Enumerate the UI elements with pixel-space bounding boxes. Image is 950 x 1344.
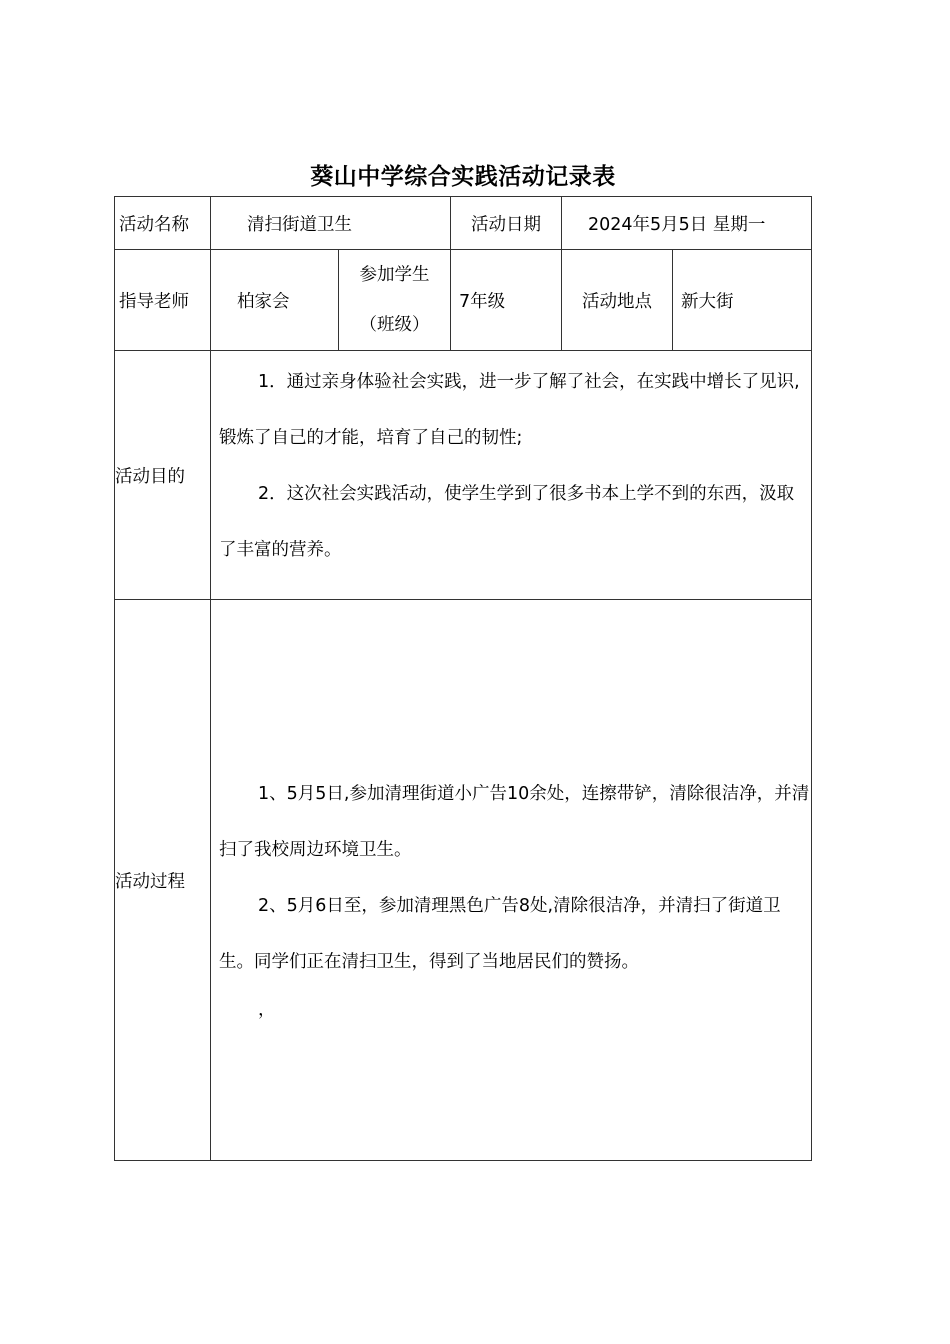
table-row xyxy=(115,250,812,351)
teacher-value: 柏家会 xyxy=(211,250,339,351)
purpose-item: 2．这次社会实践活动，使学生学到了很多书本上学不到的东西，汲取了丰富的营养。 xyxy=(219,484,795,560)
table-row xyxy=(115,197,812,250)
table-row xyxy=(115,600,812,1161)
location-value: 新大街 xyxy=(673,250,812,351)
process-item: ， xyxy=(258,1000,276,1020)
teacher-label: 指导老师 xyxy=(115,250,211,351)
purpose-content xyxy=(211,351,812,600)
purpose-item: 1．通过亲身体验社会实践，进一步了解了社会，在实践中增长了见识,锻炼了自己的才能，培育了自己的韧性; xyxy=(219,372,800,448)
process-item: 1、5月5日,参加清理街道小广告10余处，连擦带铲，清除很洁净，并清扫了我校周边环境卫生。 xyxy=(219,784,810,860)
location-label: 活动地点 xyxy=(562,250,673,351)
activity-date-label: 活动日期 xyxy=(451,197,562,250)
activity-record-table xyxy=(114,196,812,1161)
process-label: 活动过程 xyxy=(115,600,211,1161)
students-label-line2: （班级） xyxy=(359,315,430,335)
process-content xyxy=(211,600,812,1161)
students-class-value: 7年级 xyxy=(451,250,562,351)
activity-name-value: 清扫街道卫生 xyxy=(211,197,451,250)
purpose-label: 活动目的 xyxy=(115,351,211,600)
page-title: 葵山中学综合实践活动记录表 xyxy=(310,164,616,190)
activity-name-label: 活动名称 xyxy=(115,197,211,250)
activity-date-value: 2024年5月5日 星期一 xyxy=(562,197,812,250)
students-label xyxy=(339,250,451,351)
table-row xyxy=(115,351,812,600)
students-label-line1: 参加学生 xyxy=(359,265,430,285)
process-item: 2、5月6日至，参加清理黑色广告8处,清除很洁净，并清扫了街道卫生。同学们正在清扫卫生，得到了当地居民们的赞扬。 xyxy=(219,896,781,972)
